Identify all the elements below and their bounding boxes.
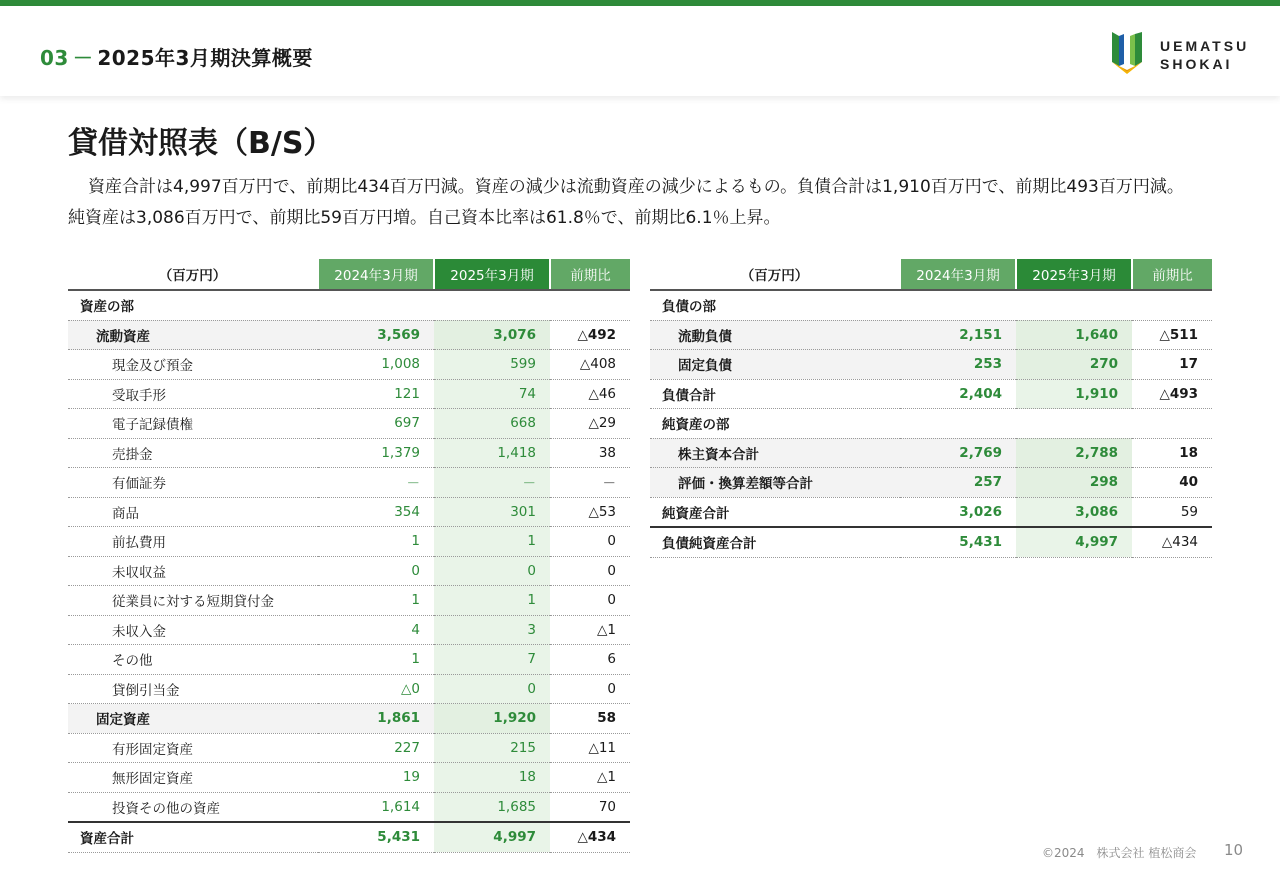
row-label: 未収入金	[68, 615, 318, 645]
change-value: 59	[1132, 497, 1212, 527]
section-title-text: 2025年3月期決算概要	[97, 46, 313, 70]
summary-text: 資産合計は4,997百万円で、前期比434百万円減。資産の減少は流動資産の減少によるもの。負債合計は1,910百万円で、前期比493百万円減。純資産は3,086百万円で、前期比59百万円増。自己資本比率は61.8％で、前期比6.1％上昇。	[68, 177, 1184, 228]
fy2025-value: 215	[434, 733, 550, 763]
table-row	[68, 674, 630, 704]
row-label: 純資産合計	[650, 497, 900, 527]
fy2024-value: 0	[318, 556, 434, 586]
table-row	[68, 733, 630, 763]
logo-word-uematsu: UEMATSU	[1160, 38, 1250, 54]
table-row	[68, 379, 630, 409]
fy2024-header: 2024年3月期	[900, 259, 1016, 290]
table-row	[650, 409, 1212, 439]
row-label: 負債の部	[650, 290, 900, 320]
change-value: △11	[550, 733, 630, 763]
row-label: 資産合計	[68, 822, 318, 852]
table-row	[68, 497, 630, 527]
row-label: 売掛金	[68, 438, 318, 468]
change-value: △493	[1132, 379, 1212, 409]
table-row	[68, 350, 630, 380]
fy2024-value: －	[318, 468, 434, 498]
page-title: 貸借対照表（B/S）	[68, 126, 334, 161]
fy2025-value: 1,920	[434, 704, 550, 734]
row-label: 商品	[68, 497, 318, 527]
fy2025-value: 270	[1016, 350, 1132, 380]
change-value: △511	[1132, 320, 1212, 350]
fy2024-value: 227	[318, 733, 434, 763]
fy2024-value: 1	[318, 645, 434, 675]
change-value	[1132, 409, 1212, 439]
table-row	[650, 438, 1212, 468]
change-value: △46	[550, 379, 630, 409]
copyright: ©2024 株式会社 植松商会	[1042, 846, 1197, 860]
table-row	[68, 822, 630, 852]
table-row	[68, 763, 630, 793]
fy2025-header: 2025年3月期	[434, 259, 550, 290]
table-row	[68, 792, 630, 822]
fy2025-value: －	[434, 468, 550, 498]
fy2024-value: 121	[318, 379, 434, 409]
change-value: 58	[550, 704, 630, 734]
fy2025-value: 668	[434, 409, 550, 439]
change-value: △29	[550, 409, 630, 439]
fy2025-value: 1,640	[1016, 320, 1132, 350]
row-label: 前払費用	[68, 527, 318, 557]
fy2025-value: 1	[434, 586, 550, 616]
row-label: その他	[68, 645, 318, 675]
row-label: 資産の部	[68, 290, 318, 320]
fy2025-value: 2,788	[1016, 438, 1132, 468]
change-value: △408	[550, 350, 630, 380]
fy2024-value: 19	[318, 763, 434, 793]
change-value: △434	[1132, 527, 1212, 557]
fy2025-value: 3,076	[434, 320, 550, 350]
section-title	[40, 42, 313, 71]
fy2024-value: 1,861	[318, 704, 434, 734]
fy2024-value: 4	[318, 615, 434, 645]
fy2024-value: 697	[318, 409, 434, 439]
row-label: 純資産の部	[650, 409, 900, 439]
change-value: △1	[550, 763, 630, 793]
row-label: 負債純資産合計	[650, 527, 900, 557]
change-value: 38	[550, 438, 630, 468]
fy2025-value: 74	[434, 379, 550, 409]
change-value: △492	[550, 320, 630, 350]
row-label: 株主資本合計	[650, 438, 900, 468]
table-row	[68, 438, 630, 468]
table-row	[650, 350, 1212, 380]
change-value: △434	[550, 822, 630, 852]
page-header	[0, 6, 1280, 96]
table-row	[650, 320, 1212, 350]
change-value: 70	[550, 792, 630, 822]
fy2024-value: 1,614	[318, 792, 434, 822]
change-value: 40	[1132, 468, 1212, 498]
fy2025-value: 18	[434, 763, 550, 793]
fy2025-value: 298	[1016, 468, 1132, 498]
change-value: 17	[1132, 350, 1212, 380]
fy2024-value: 2,404	[900, 379, 1016, 409]
fy2025-header: 2025年3月期	[1016, 259, 1132, 290]
fy2024-value: 5,431	[900, 527, 1016, 557]
row-label: 有形固定資産	[68, 733, 318, 763]
row-label: 貸倒引当金	[68, 674, 318, 704]
fy2025-value: 3	[434, 615, 550, 645]
row-label: 電子記録債権	[68, 409, 318, 439]
fy2024-value: 354	[318, 497, 434, 527]
fy2025-value: 7	[434, 645, 550, 675]
row-label: 投資その他の資産	[68, 792, 318, 822]
unit-header: （百万円）	[650, 259, 900, 290]
table-row	[68, 320, 630, 350]
company-logo	[1110, 30, 1250, 80]
fy2025-value	[1016, 409, 1132, 439]
fy2024-value: 253	[900, 350, 1016, 380]
fy2024-value	[900, 409, 1016, 439]
fy2025-value: 1,418	[434, 438, 550, 468]
fy2024-value: 2,769	[900, 438, 1016, 468]
change-value: 0	[550, 586, 630, 616]
fy2024-value: 5,431	[318, 822, 434, 852]
fy2024-value: 3,569	[318, 320, 434, 350]
fy2024-value: 1,008	[318, 350, 434, 380]
fy2025-value: 1	[434, 527, 550, 557]
fy2025-value: 301	[434, 497, 550, 527]
fy2025-value: 4,997	[434, 822, 550, 852]
fy2025-value	[434, 290, 550, 320]
table-row	[650, 527, 1212, 557]
change-value: 18	[1132, 438, 1212, 468]
change-value: △53	[550, 497, 630, 527]
row-label: 流動負債	[650, 320, 900, 350]
row-label: 従業員に対する短期貸付金	[68, 586, 318, 616]
row-label: 評価・換算差額等合計	[650, 468, 900, 498]
change-header: 前期比	[1132, 259, 1212, 290]
fy2025-value: 1,685	[434, 792, 550, 822]
fy2025-value: 1,910	[1016, 379, 1132, 409]
change-value: 0	[550, 527, 630, 557]
table-header-row	[650, 259, 1212, 290]
table-row	[68, 556, 630, 586]
fy2024-value: △0	[318, 674, 434, 704]
table-row	[68, 468, 630, 498]
fy2025-value: 3,086	[1016, 497, 1132, 527]
fy2025-value: 599	[434, 350, 550, 380]
change-value: 0	[550, 556, 630, 586]
table-row	[68, 704, 630, 734]
table-row	[650, 290, 1212, 320]
table-row	[650, 379, 1212, 409]
row-label: 固定資産	[68, 704, 318, 734]
fy2024-value: 1,379	[318, 438, 434, 468]
fy2024-value: 3,026	[900, 497, 1016, 527]
table-row	[650, 468, 1212, 498]
table-header-row	[68, 259, 630, 290]
change-value	[550, 290, 630, 320]
row-label: 固定負債	[650, 350, 900, 380]
row-label: 負債合計	[650, 379, 900, 409]
section-dash: －	[72, 46, 94, 70]
table-row	[68, 409, 630, 439]
row-label: 現金及び預金	[68, 350, 318, 380]
row-label: 受取手形	[68, 379, 318, 409]
fy2025-value: 0	[434, 556, 550, 586]
change-value	[1132, 290, 1212, 320]
table-row	[68, 527, 630, 557]
change-value: 0	[550, 674, 630, 704]
unit-header: （百万円）	[68, 259, 318, 290]
fy2025-value: 4,997	[1016, 527, 1132, 557]
table-row	[68, 586, 630, 616]
row-label: 有価証券	[68, 468, 318, 498]
change-value: 6	[550, 645, 630, 675]
row-label: 未収収益	[68, 556, 318, 586]
fy2024-value	[900, 290, 1016, 320]
table-row	[650, 497, 1212, 527]
liabilities-table	[650, 259, 1212, 558]
fy2024-value	[318, 290, 434, 320]
row-label: 流動資産	[68, 320, 318, 350]
table-row	[68, 615, 630, 645]
fy2025-value	[1016, 290, 1132, 320]
logo-mark-icon	[1110, 30, 1144, 76]
fy2025-value: 0	[434, 674, 550, 704]
table-row	[68, 645, 630, 675]
change-value: △1	[550, 615, 630, 645]
fy2024-value: 1	[318, 527, 434, 557]
change-header: 前期比	[550, 259, 630, 290]
assets-table	[68, 259, 630, 853]
fy2024-value: 2,151	[900, 320, 1016, 350]
fy2024-value: 257	[900, 468, 1016, 498]
row-label: 無形固定資産	[68, 763, 318, 793]
fy2024-header: 2024年3月期	[318, 259, 434, 290]
section-number: 03	[40, 46, 69, 70]
logo-word-shokai: SHOKAI	[1160, 56, 1233, 72]
table-row	[68, 290, 630, 320]
change-value: －	[550, 468, 630, 498]
fy2024-value: 1	[318, 586, 434, 616]
page-number: 10	[1224, 841, 1244, 859]
